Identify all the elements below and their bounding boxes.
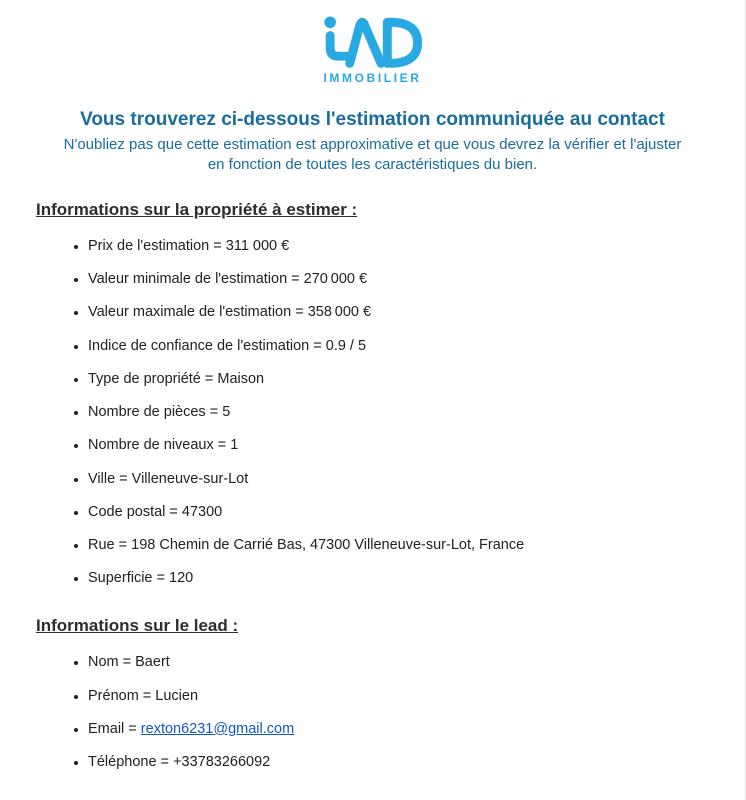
key-value-list <box>36 239 709 586</box>
list-item: • Code postal = 47300 <box>88 505 709 520</box>
list-item: • Prix de l'estimation = 311 000 € <box>88 239 709 254</box>
item-value: 198 Chemin de Carrié Bas, 47300 Villeneuve-sur-Lot, France <box>131 536 525 553</box>
page-subtitle <box>0 135 745 174</box>
item-value: 0.9 / 5 <box>325 337 367 354</box>
item-value: Villeneuve-sur-Lot <box>131 470 249 487</box>
list-item: • Valeur minimale de l'estimation = 270 000 € <box>88 272 709 287</box>
list-item: • Indice de confiance de l'estimation = 0.9 / 5 <box>88 339 709 354</box>
list-item: • Ville = Villeneuve-sur-Lot <box>88 472 709 487</box>
item-value: 311 000 € <box>225 238 290 254</box>
email-link[interactable]: rexton6231@gmail.com <box>140 720 295 737</box>
item-value: +33783266092 <box>173 754 271 771</box>
logo-tagline: IMMOBILIER <box>323 71 422 85</box>
iad-logo-icon <box>323 14 423 68</box>
item-value: 120 <box>169 570 194 587</box>
list-item: • Nombre de pièces = 5 <box>88 405 709 420</box>
list-item: • Téléphone = +33783266092 <box>88 755 709 770</box>
list-item: • Rue = 198 Chemin de Carrié Bas, 47300 Villeneuve-sur-Lot, France <box>88 538 709 553</box>
list-item: • Email = rexton6231@gmail.com <box>88 722 709 737</box>
item-value: 1 <box>230 437 239 454</box>
list-item: • Nombre de niveaux = 1 <box>88 438 709 453</box>
list-item: • Prénom = Lucien <box>88 689 709 704</box>
section-heading: Informations sur la propriété à estimer : <box>36 200 358 219</box>
key-value-list <box>36 655 709 770</box>
logo-block <box>0 0 745 85</box>
header <box>0 109 745 174</box>
item-value: 47300 <box>181 503 223 520</box>
item-value: 5 <box>222 404 231 421</box>
list-item: • Superficie = 120 <box>88 571 709 586</box>
subtitle-line-1: N'oubliez pas que cette estimation est approximative et que vous devrez la vérifier et l'ajuster <box>63 136 682 153</box>
item-value: Baert <box>135 654 170 671</box>
section-heading: Informations sur le lead : <box>36 616 239 636</box>
item-value: Maison <box>217 370 265 387</box>
page-title: Vous trouverez ci-dessous l'estimation communiquée au contact <box>80 109 665 130</box>
list-item: • Valeur maximale de l'estimation = 358 000 € <box>88 305 709 320</box>
sections-root <box>0 200 745 770</box>
list-item: • Type de propriété = Maison <box>88 372 709 387</box>
item-value: 270 000 € <box>303 271 368 288</box>
item-value: 358 000 € <box>307 304 372 321</box>
item-value: Lucien <box>155 687 199 704</box>
list-item: • Nom = Baert <box>88 655 709 670</box>
subtitle-line-2: en fonction de toutes les caractéristiques du bien. <box>207 155 538 173</box>
